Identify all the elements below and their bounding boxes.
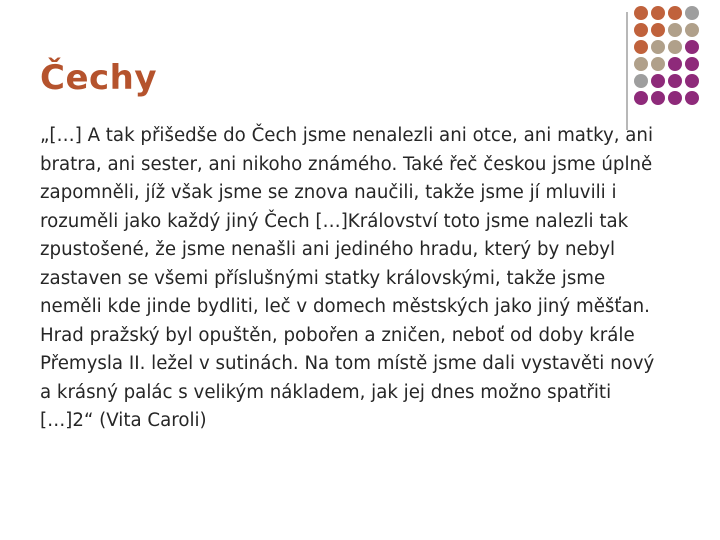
decorative-dot [685, 74, 699, 88]
title-divider-line [626, 12, 628, 130]
decorative-dot [651, 91, 665, 105]
decorative-dot [651, 23, 665, 37]
decorative-dot [668, 57, 682, 71]
decorative-dot [634, 23, 648, 37]
decorative-dot [685, 40, 699, 54]
decorative-dot [651, 57, 665, 71]
slide-title: Čechy [40, 58, 158, 98]
decorative-dot [685, 57, 699, 71]
decorative-dot [685, 23, 699, 37]
decorative-dot [668, 6, 682, 20]
decorative-dot [668, 91, 682, 105]
decorative-dot [634, 57, 648, 71]
decorative-dot [668, 23, 682, 37]
decorative-dot [651, 74, 665, 88]
decorative-dot [685, 91, 699, 105]
quote-body-text: „[…] A tak přišedše do Čech jsme nenalezli ani otce, ani matky, ani bratra, ani sester, ani nikoho známého. Také řeč českou jsme úplně zapomněli, jíž však jsme se znova naučili, takže jsme jí mluvili i rozuměli jako každý jiný Čech […]Království toto jsme nalezli tak zpustošené, že jsme nenašli ani jediného hradu, který by nebyl zastaven se všemi příslušnými statky královskými, takže jsme neměli kde jinde bydliti, leč v domech městských jako jiný měšťan. Hrad pražský byl opuštěn, pobořen a zničen, neboť od doby krále Přemysla II. ležel v sutinách. Na tom místě jsme dali vystavěti nový a krásný palác s velikým nákladem, jak jej dnes možno spatřiti […]2“ (Vita Caroli) [40, 125, 655, 431]
decorative-dot [685, 6, 699, 20]
decorative-dot [634, 74, 648, 88]
decorative-dot [634, 6, 648, 20]
decorative-dot [668, 40, 682, 54]
dot-grid-decoration [634, 6, 699, 105]
decorative-dot [668, 74, 682, 88]
decorative-dot [634, 40, 648, 54]
decorative-dot [651, 6, 665, 20]
decorative-dot [634, 91, 648, 105]
decorative-dot [651, 40, 665, 54]
